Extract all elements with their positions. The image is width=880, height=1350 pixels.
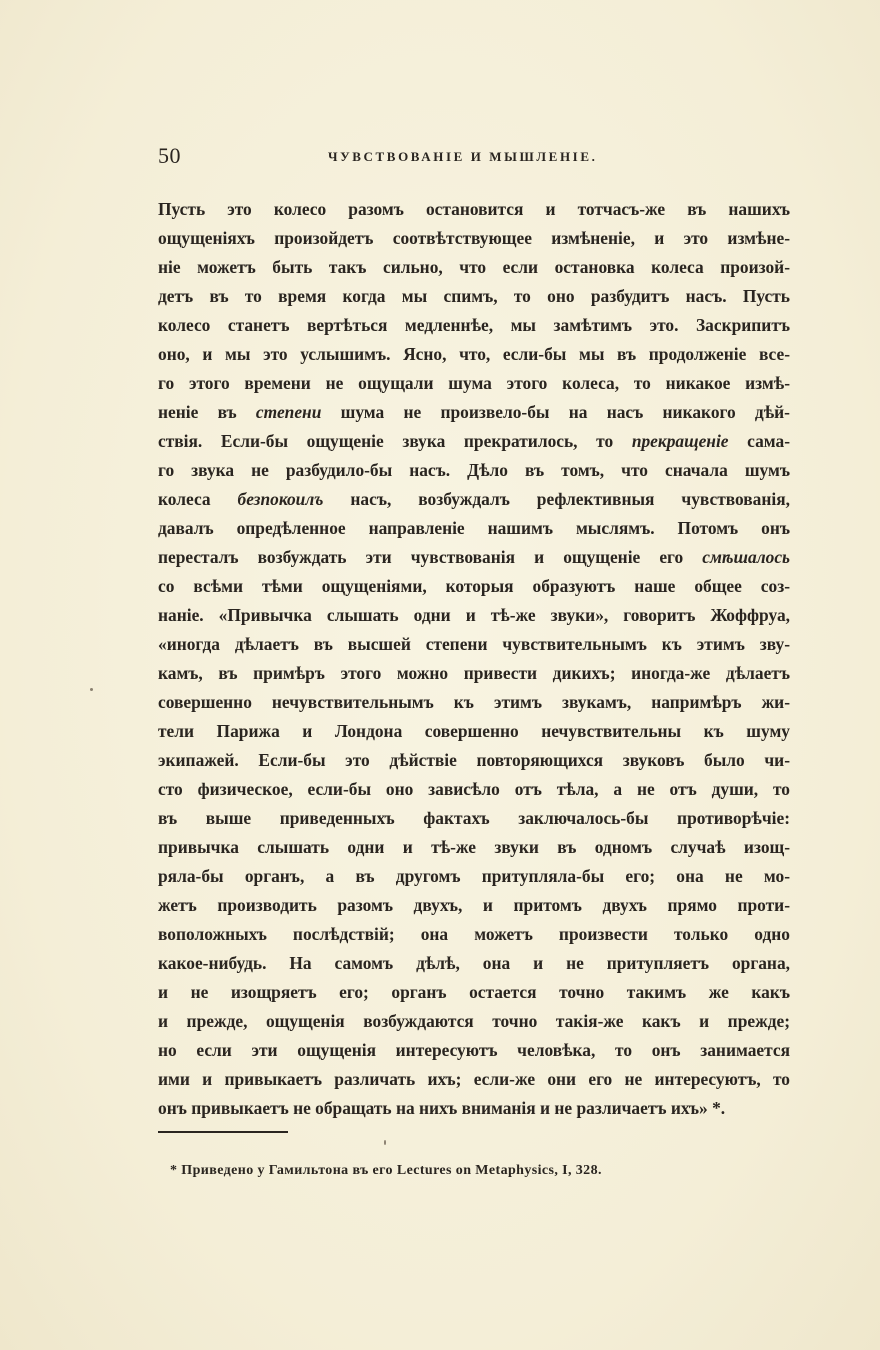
text-line: «иногда дѣлаетъ въ высшей степени чувствительнымъ къ этимъ зву- [158, 634, 790, 654]
paper-speck [90, 688, 93, 691]
text-line: онъ привыкаетъ не обращать на нихъ вниманія и не различаетъ ихъ» *. [158, 1098, 726, 1118]
emphasis-text: степени [255, 402, 322, 422]
text-line: Пусть это колесо разомъ остановится и тотчасъ-же въ нашихъ [158, 199, 790, 219]
text-line: привычка слышать одни и тѣ-же звуки въ одномъ случаѣ изощ- [158, 837, 790, 857]
text-line: оно, и мы это услышимъ. Ясно, что, если-бы мы въ продолженіе все- [158, 344, 790, 364]
text-line: колеса безпокоилъ насъ, возбуждалъ рефлективныя чувствованія, [158, 489, 790, 509]
footnote-rule [158, 1131, 288, 1133]
emphasis-text: смѣшалось [702, 547, 790, 567]
text-line: какое-нибудь. На самомъ дѣлѣ, она и не притупляетъ органа, [158, 953, 790, 973]
emphasis-text: прекращеніе [631, 431, 729, 451]
text-line: воположныхъ послѣдствій; она можетъ произвести только одно [158, 924, 790, 944]
text-line: камъ, въ примѣръ этого можно привести дикихъ; иногда-же дѣлаетъ [158, 663, 790, 683]
text-line: детъ въ то время когда мы спимъ, то оно разбудитъ насъ. Пусть [158, 286, 790, 306]
running-title: ЧУВСТВОВАНІЕ И МЫШЛЕНІЕ. [328, 149, 598, 164]
text-line: ніе можетъ быть такъ сильно, что если остановка колеса произой- [158, 257, 790, 277]
text-line: пересталъ возбуждать эти чувствованія и ощущеніе его смѣшалось [158, 547, 790, 567]
emphasis-text: безпокоилъ [237, 489, 324, 509]
text-line: го звука не разбудило-бы насъ. Дѣло въ томъ, что сначала шумъ [158, 460, 790, 480]
text-line: жетъ производить разомъ двухъ, и притомъ двухъ прямо проти- [158, 895, 790, 915]
text-line: го этого времени не ощущали шума этого колеса, то никакое измѣ- [158, 373, 790, 393]
text-line: давалъ опредѣленное направленіе нашимъ мыслямъ. Потомъ онъ [158, 518, 790, 538]
text-line: совершенно нечувствительнымъ къ этимъ звукамъ, напримѣръ жи- [158, 692, 790, 712]
paper-speck [384, 1140, 386, 1145]
text-line: ощущеніяхъ произойдетъ соотвѣтствующее измѣненіе, и это измѣне- [158, 228, 790, 248]
text-line: ствія. Если-бы ощущеніе звука прекратилось, то прекращеніе сама- [158, 431, 790, 451]
text-line: тели Парижа и Лондона совершенно нечувствительны къ шуму [158, 721, 790, 741]
footnote: * Приведено у Гамильтона въ его Lectures on Metaphysics, I, 328. [170, 1163, 602, 1178]
text-line: и прежде, ощущенія возбуждаются точно такія-же какъ и прежде; [158, 1011, 790, 1031]
text-line: ряла-бы органъ, а въ другомъ притупляла-бы его; она не мо- [158, 866, 790, 886]
text-line: и не изощряетъ его; органъ остается точно такимъ же какъ [158, 982, 790, 1002]
text-line: колесо станетъ вертѣться медленнѣе, мы замѣтимъ это. Заскрипитъ [158, 315, 790, 335]
body-text [158, 195, 790, 1123]
text-line: экипажей. Если-бы это дѣйствіе повторяющихся звуковъ было чи- [158, 750, 790, 770]
text-line: въ выше приведенныхъ фактахъ заключалось-бы противорѣчіе: [158, 808, 790, 828]
text-line: сто физическое, если-бы оно зависѣло отъ тѣла, а не отъ души, то [158, 779, 790, 799]
page-header [158, 143, 798, 173]
text-line: со всѣми тѣми ощущеніями, которыя образуютъ наше общее соз- [158, 576, 790, 596]
text-line: неніе въ степени шума не произвело-бы на насъ никакого дѣй- [158, 402, 790, 422]
text-line: наніе. «Привычка слышать одни и тѣ-же звуки», говоритъ Жоффруа, [158, 605, 790, 625]
text-line: но если эти ощущенія интересуютъ человѣка, то онъ занимается [158, 1040, 790, 1060]
text-line: ими и привыкаетъ различать ихъ; если-же они его не интересуютъ, то [158, 1069, 790, 1089]
page-number: 50 [158, 143, 181, 168]
